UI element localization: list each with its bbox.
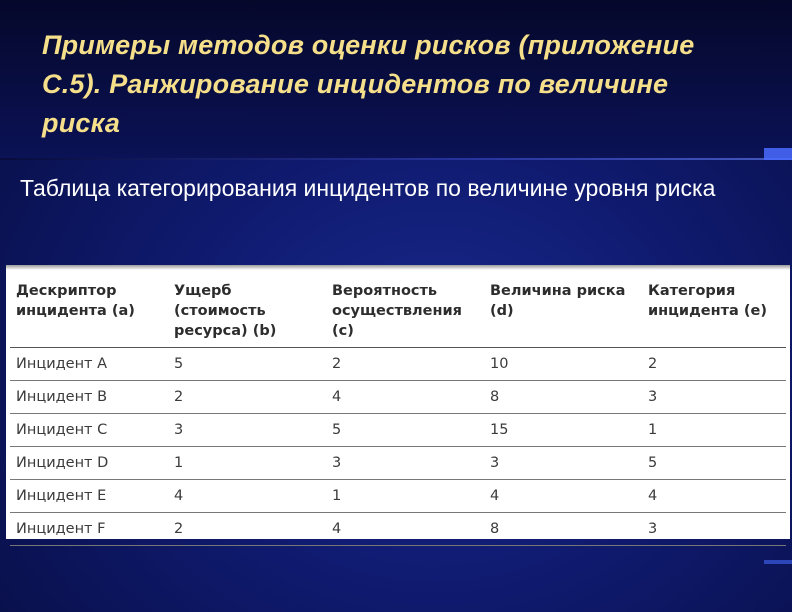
table-row	[10, 348, 786, 381]
cell-damage: 2	[168, 381, 326, 414]
cell-risk-value: 8	[484, 513, 642, 546]
table-row	[10, 480, 786, 513]
cell-damage: 4	[168, 480, 326, 513]
cell-probability: 2	[326, 348, 484, 381]
header-probability: Вероятность осуществления (c)	[326, 273, 484, 348]
cell-probability: 4	[326, 513, 484, 546]
decorative-divider	[0, 158, 792, 160]
cell-risk-value: 4	[484, 480, 642, 513]
cell-category: 2	[642, 348, 786, 381]
cell-damage: 3	[168, 414, 326, 447]
table-crop-edge	[6, 265, 790, 270]
cell-probability: 5	[326, 414, 484, 447]
cell-risk-value: 8	[484, 381, 642, 414]
table-row	[10, 414, 786, 447]
slide-subtitle: Таблица категорирования инцидентов по величине уровня риска	[20, 175, 716, 201]
decorative-accent-bottom	[764, 560, 792, 564]
table-row	[10, 381, 786, 414]
cell-descriptor: Инцидент C	[10, 414, 168, 447]
cell-descriptor: Инцидент A	[10, 348, 168, 381]
cell-descriptor: Инцидент B	[10, 381, 168, 414]
header-category: Категория инцидента (e)	[642, 273, 786, 348]
header-damage: Ущерб (стоимость ресурса) (b)	[168, 273, 326, 348]
table-row	[10, 447, 786, 480]
table-header-row	[10, 273, 786, 348]
cell-risk-value: 15	[484, 414, 642, 447]
header-risk-value: Величина риска (d)	[484, 273, 642, 348]
risk-table	[10, 273, 786, 546]
cell-category: 1	[642, 414, 786, 447]
cell-damage: 2	[168, 513, 326, 546]
cell-descriptor: Инцидент F	[10, 513, 168, 546]
cell-descriptor: Инцидент D	[10, 447, 168, 480]
cell-category: 5	[642, 447, 786, 480]
cell-damage: 1	[168, 447, 326, 480]
cell-probability: 3	[326, 447, 484, 480]
risk-table-panel	[6, 265, 790, 539]
table-row	[10, 513, 786, 546]
cell-category: 3	[642, 381, 786, 414]
slide-title: Примеры методов оценки рисков (приложение С.5). Ранжирование инцидентов по величине риска	[42, 30, 695, 138]
decorative-accent	[764, 148, 792, 160]
cell-descriptor: Инцидент E	[10, 480, 168, 513]
cell-damage: 5	[168, 348, 326, 381]
cell-risk-value: 3	[484, 447, 642, 480]
cell-probability: 4	[326, 381, 484, 414]
cell-category: 3	[642, 513, 786, 546]
cell-risk-value: 10	[484, 348, 642, 381]
header-descriptor: Дескриптор инцидента (a)	[10, 273, 168, 348]
cell-category: 4	[642, 480, 786, 513]
cell-probability: 1	[326, 480, 484, 513]
